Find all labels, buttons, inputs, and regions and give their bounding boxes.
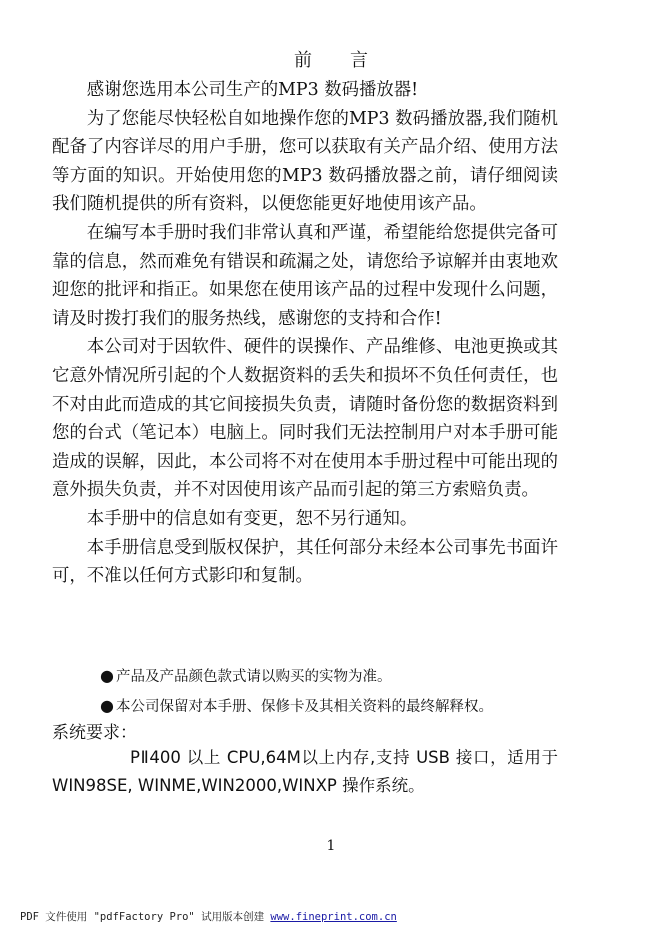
bullet-item [100,660,580,690]
bullet-dot-icon: ● [100,665,114,685]
paragraph-thanks: 感谢您选用本公司生产的MP3 数码播放器! [86,80,419,100]
bullet-text: 本公司保留对本手册、保修卡及其相关资料的最终解释权。 [115,698,493,715]
paragraph-feedback: 在编写本手册时我们非常认真和严谨，希望能给您提供完备可靠的信息，然而难免有错误和疏漏之处，请您给予谅解并由衷地欢迎您的批评和指正。如果您在使用该产品的过程中发现什么问题，请及时拨打我们的服务热线，感谢您的支持和合作! [52,222,558,329]
paragraph-copyright: 本手册信息受到版权保护，其任何部分未经本公司事先书面许可，不准以任何方式影印和复制。 [52,537,558,587]
bullet-item [100,690,580,720]
notice-bullets [100,660,580,720]
system-requirements-text: PⅡ400 以上 CPU,64M以上内存,支持 USB 接口，适用于 WIN98SE, WINME,WIN2000,WINXP 操作系统。 [52,748,558,795]
paragraph-disclaimer: 本公司对于因软件、硬件的误操作、产品维修、电池更换或其它意外情况所引起的个人数据资料的丢失和损坏不负任何责任，也不对由此而造成的其它间接损失负责，请随时备份您的数据资料到您的台式（笔记本）电脑上。同时我们无法控制用户对本手册可能造成的误解，因此，本公司将不对在使用本手册过程中可能出现的意外损失负责，并不对因使用该产品而引起的第三方索赔负责。 [52,337,558,501]
page-title: 前言 [294,50,406,71]
bullet-text: 产品及产品颜色款式请以购买的实物为准。 [115,668,392,685]
paragraph-manual-intro: 为了您能尽快轻松自如地操作您的MP3 数码播放器,我们随机配备了内容详尽的用户手册，您可以获取有关产品介绍、使用方法等方面的知识。开始使用您的MP3 数码播放器之前，请仔细阅读我们随机提供的所有资料，以便您能更好地使用该产品。 [52,108,558,215]
paragraph-changes-notice: 本手册中的信息如有变更，恕不另行通知。 [86,508,418,529]
system-requirements-heading: 系统要求： [52,723,137,743]
bullet-dot-icon: ● [100,695,114,715]
footer-text: PDF 文件使用 "pdfFactory Pro" 试用版本创建 [20,911,271,923]
page-number: 1 [326,838,336,854]
pdf-footer [20,909,397,924]
body-text [52,76,558,591]
footer-link[interactable]: www.fineprint.com.cn [270,911,397,923]
